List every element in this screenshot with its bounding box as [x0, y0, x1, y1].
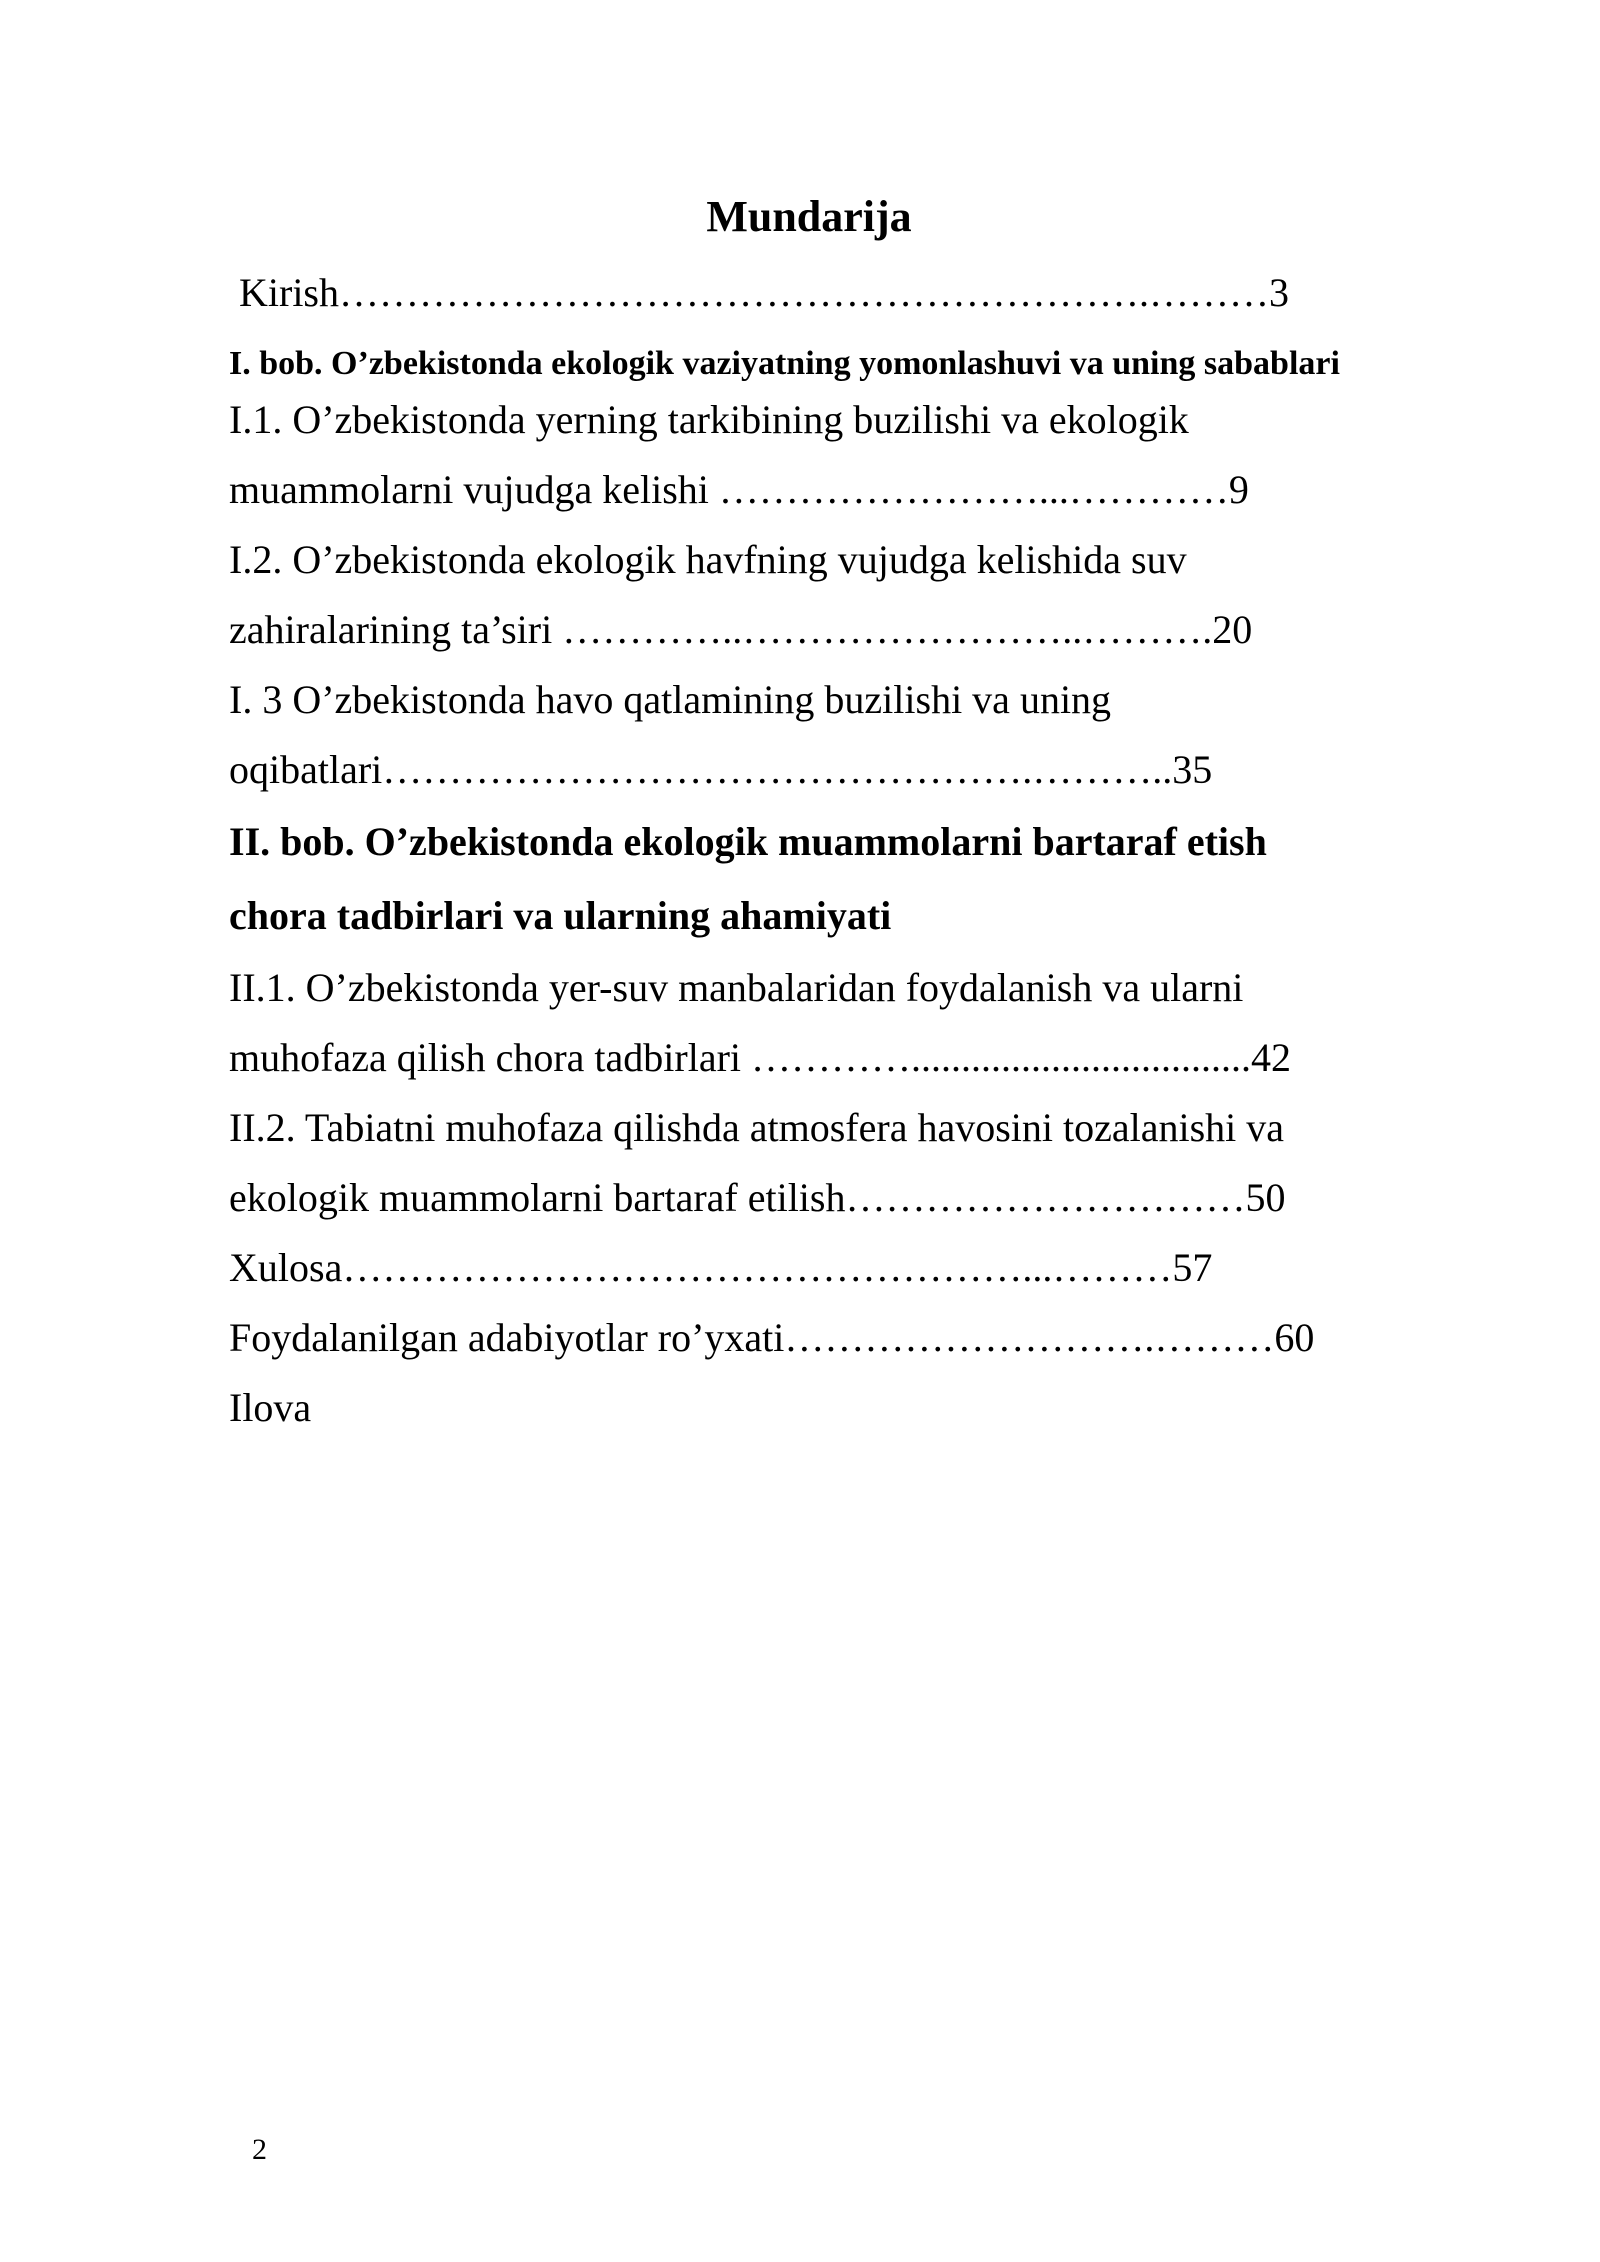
chapter-1-heading: I. bob. O’zbekistonda ekologik vaziyatning yomonlashuvi va uning sabablari	[229, 345, 1340, 382]
toc-entry-1-2-line-1: I.2. O’zbekistonda ekologik havfning vujudga kelishida suv	[229, 537, 1187, 582]
chapter-2-heading-line-2: chora tadbirlari va ularning ahamiyati	[229, 893, 892, 938]
toc-entry-conclusion: Xulosa……………………………………………...………57	[229, 1245, 1213, 1290]
toc-entry-introduction: Kirish…………………………………………………….………3	[239, 270, 1289, 315]
toc-entry-2-2-line-2: ekologik muammolarni bartaraf etilish…………………………50	[229, 1175, 1286, 1220]
toc-entry-2-1-line-1: II.1. O’zbekistonda yer-suv manbalaridan foydalanish va ularni	[229, 965, 1244, 1010]
toc-entry-references: Foydalanilgan adabiyotlar ro’yxati……………………….………60	[229, 1315, 1315, 1360]
page-title: Mundarija	[706, 192, 912, 241]
page-number: 2	[252, 2133, 267, 2166]
toc-entry-appendix: Ilova	[229, 1385, 312, 1430]
table-of-contents	[229, 188, 1379, 1443]
toc-entry-2-1-line-2: muhofaza qilish chora tadbirlari …………..................................42	[229, 1035, 1292, 1080]
chapter-2-heading-line-1: II. bob. O’zbekistonda ekologik muammolarni bartaraf etish	[229, 819, 1267, 864]
toc-entry-1-3-line-1: I. 3 O’zbekistonda havo qatlamining buzilishi va uning	[229, 677, 1112, 722]
toc-entry-1-1-line-1: I.1. O’zbekistonda yerning tarkibining buzilishi va ekologik	[229, 397, 1189, 442]
toc-entry-1-1-line-2: muammolarni vujudga kelishi ……………………...…………9	[229, 467, 1249, 512]
toc-entry-2-2-line-1: II.2. Tabiatni muhofaza qilishda atmosfera havosini tozalanishi va	[229, 1105, 1285, 1150]
toc-entry-1-3-line-2: oqibatlari………………………………………….………..35	[229, 747, 1213, 792]
toc-entry-1-2-line-2: zahiralarining ta’siri …………..……………………..……….20	[229, 607, 1253, 652]
